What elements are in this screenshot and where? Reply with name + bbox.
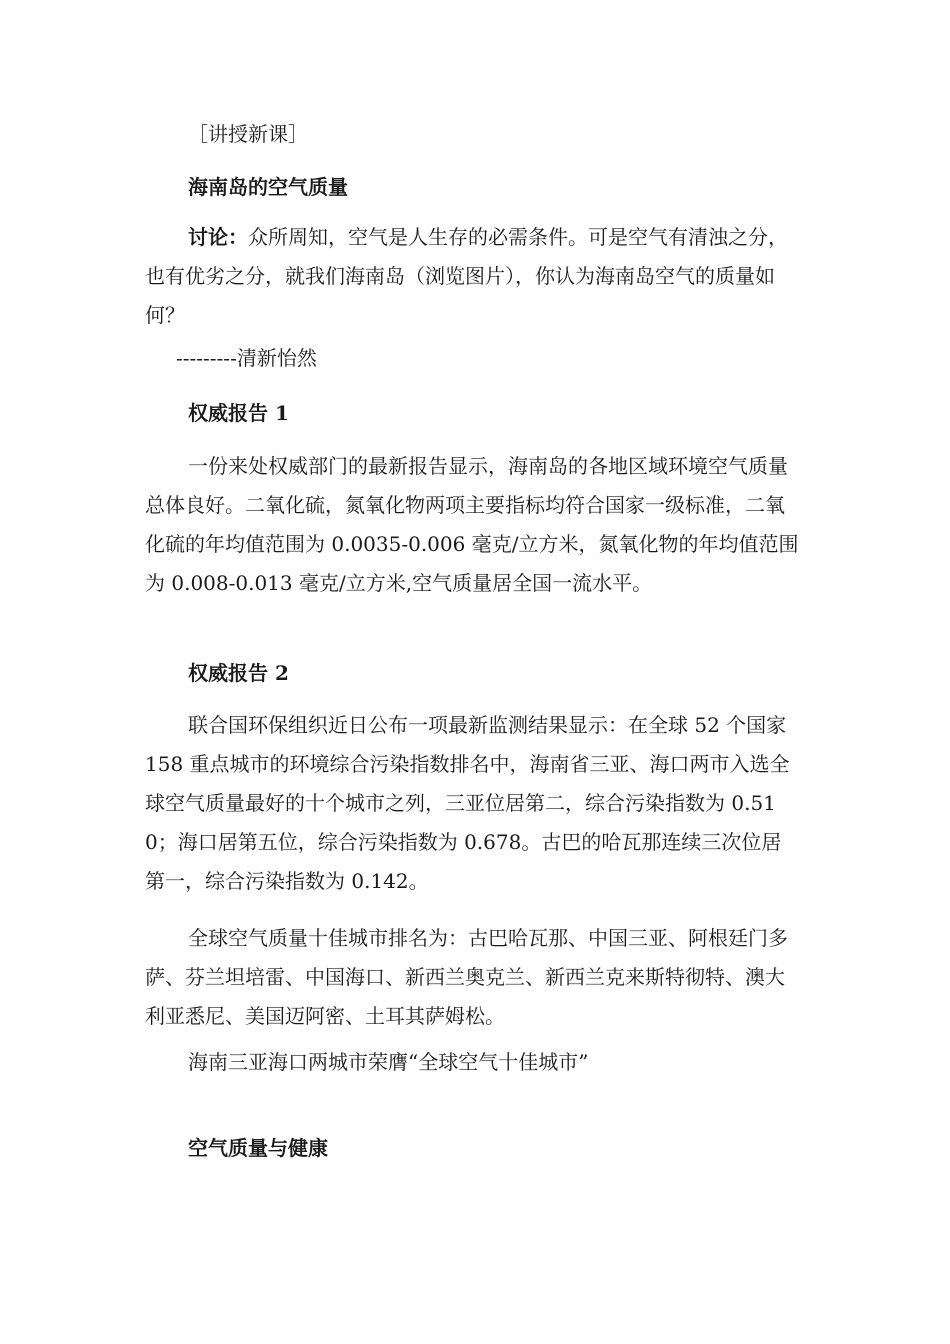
discussion-text: 众所周知，空气是人生存的必需条件。可是空气有清浊之分，也有优劣之分，就我们海南岛（浏览图片），你认为海南岛空气的质量如何？ (145, 225, 788, 327)
section-title-health: 空气质量与健康 (188, 1136, 328, 1160)
report1-text: 一份来处权威部门的最新报告显示，海南岛的各地区域环境空气质量总体良好。二氧化硫，氮氧化物两项主要指标均符合国家一级标准，二氧化硫的年均值范围为 0.0035-0.006 毫克/立方米，氮氧化物的年均值范围为 0.008-0.013 毫克/立方米,空气质量居全国一流水平。 (145, 454, 799, 595)
report2-paragraph (145, 706, 800, 901)
answer-line: ---------清新怡然 (176, 346, 317, 370)
ranking-text: 全球空气质量十佳城市排名为：古巴哈瓦那、中国三亚、阿根廷门多萨、芬兰坦培雷、中国海口、新西兰奥克兰、新西兰克来斯特彻特、澳大利亚悉尼、美国迈阿密、土耳其萨姆松。 (145, 926, 788, 1028)
report2-title: 权威报告 2 (188, 661, 289, 685)
report2-text: 联合国环保组织近日公布一项最新监测结果显示：在全球 52 个国家 158 重点城市的环境综合污染指数排名中，海南省三亚、海口两市入选全球空气质量最好的十个城市之列，三亚位居第二，综合污染指数为 0.510；海口居第五位，综合污染指数为 0.678。古巴的哈瓦那连续三次位居第一，综合污染指数为 0.142。 (145, 713, 790, 893)
report1-paragraph (145, 447, 800, 603)
report1-title: 权威报告 1 (188, 401, 289, 425)
ranking-paragraph (145, 919, 800, 1036)
honor-line: 海南三亚海口两城市荣膺“全球空气十佳城市” (188, 1050, 589, 1074)
discussion-label: 讨论： (188, 225, 248, 249)
discussion-paragraph (145, 218, 800, 335)
lesson-tag: ［讲授新课］ (188, 122, 308, 146)
section-title-air-quality: 海南岛的空气质量 (188, 175, 348, 199)
